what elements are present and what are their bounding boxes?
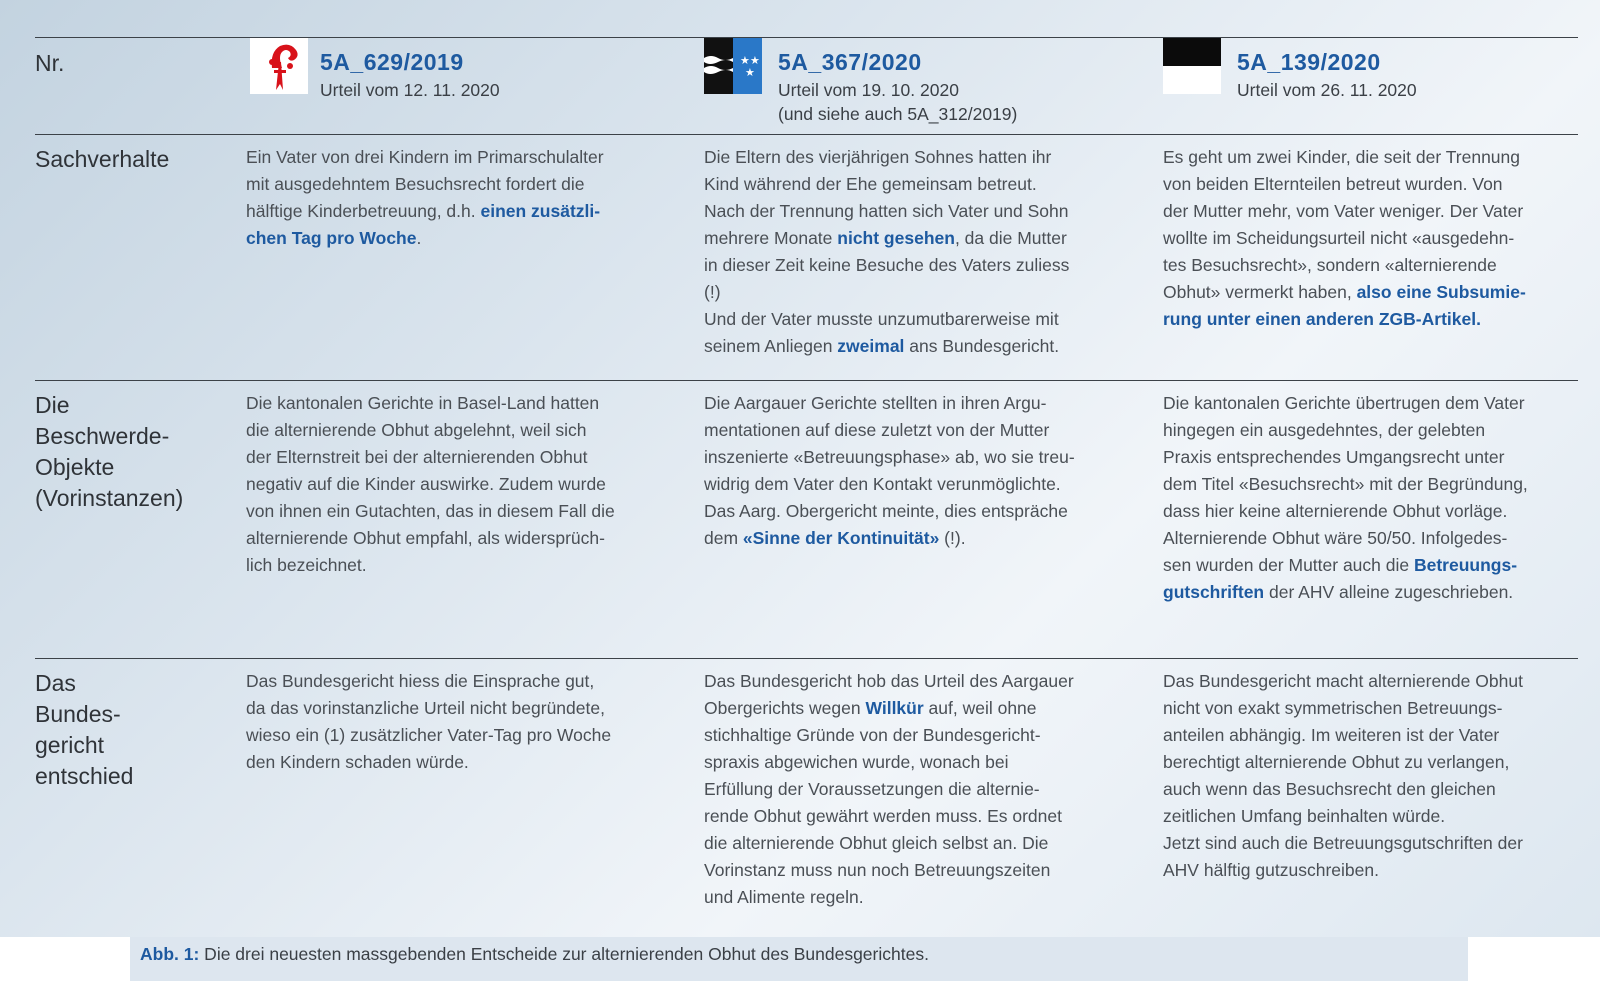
cell-line: dem «Sinne der Kontinuität» (!). <box>704 528 966 548</box>
cell-line: wieso ein (1) zusätzlicher Vater-Tag pro Woche <box>246 725 612 745</box>
cell-line: von ihnen ein Gutachten, das in diesem Fall die <box>246 501 615 521</box>
cell-line <box>1163 306 1573 333</box>
cell-line: negativ auf die Kinder auswirke. Zudem wurde <box>246 474 606 494</box>
cell-line: spraxis abgewichen wurde, wonach bei <box>704 752 1009 772</box>
cell-line: Obergerichts wegen Willkür auf, weil ohne <box>704 698 1037 718</box>
cell-line: Die Eltern des vierjährigen Sohnes hatten ihr <box>704 147 1052 167</box>
cell-line: von beiden Elternteilen betreut wurden. Von <box>1163 174 1503 194</box>
aargau-flag-icon <box>704 38 762 94</box>
highlighted-text: chen Tag pro Woche <box>246 228 417 248</box>
figure-caption <box>130 937 1468 981</box>
row-label-line: Das <box>35 670 76 696</box>
row-divider <box>35 658 1578 659</box>
cell-line: Kind während der Ehe gemeinsam betreut. <box>704 174 1037 194</box>
cell-line: widrig dem Vater den Kontakt verunmöglichte. <box>704 474 1061 494</box>
cell-r2-c2 <box>704 390 1134 552</box>
svg-text:★: ★ <box>740 54 750 67</box>
cell-line: und Alimente regeln. <box>704 887 864 907</box>
row-label-line: Beschwerde- <box>35 423 170 449</box>
highlighted-text: gutschriften <box>1163 582 1265 602</box>
cell-line: (!) <box>704 282 721 302</box>
cell-line: hälftige Kinderbetreuung, d.h. einen zusätzli- <box>246 201 601 221</box>
cell-r3-c1 <box>246 668 666 776</box>
cell-line: mehrere Monate nicht gesehen, da die Mutter <box>704 228 1067 248</box>
cell-line: zeitlichen Umfang beinhalten würde. <box>1163 806 1446 826</box>
cell-line: Das Bundesgericht hiess die Einsprache gut, <box>246 671 595 691</box>
cell-line: Es geht um zwei Kinder, die seit der Trennung <box>1163 147 1521 167</box>
cell-line: mentationen auf diese zuletzt von der Mutter <box>704 420 1050 440</box>
cell-line: AHV hälftig gutzuschreiben. <box>1163 860 1379 880</box>
cell-line: rende Obhut gewährt werden muss. Es ordnet <box>704 806 1062 826</box>
case-date: Urteil vom 19. 10. 2020 <box>778 80 959 100</box>
case-date: Urteil vom 12. 11. 2020 <box>320 80 500 100</box>
highlighted-text: zweimal <box>837 336 905 356</box>
cell-line: Die kantonalen Gerichte übertrugen dem Vater <box>1163 393 1525 413</box>
highlighted-text: Betreuungs- <box>1413 555 1518 575</box>
case-note: (und siehe auch 5A_312/2019) <box>778 104 1018 124</box>
caption-text <box>140 944 929 965</box>
row-label-sachverhalte: Sachverhalte <box>35 146 170 172</box>
cell-line: in dieser Zeit keine Besuche des Vaters zuliess <box>704 255 1070 275</box>
cell-line: Praxis entsprechendes Umgangsrecht unter <box>1163 447 1505 467</box>
cell-line: Vorinstanz muss nun noch Betreuungszeiten <box>704 860 1051 880</box>
highlighted-text: «Sinne der Kontinuität» <box>742 528 940 548</box>
cell-line: Nach der Trennung hatten sich Vater und Sohn <box>704 201 1069 221</box>
cell-line: alternierende Obhut empfahl, als widersprüch- <box>246 528 605 548</box>
svg-text:★: ★ <box>745 66 755 79</box>
cell-line: Das Bundesgericht hob das Urteil des Aargauer <box>704 671 1074 691</box>
black-white-flag-icon <box>1163 38 1221 94</box>
cell-line: inszenierte «Betreuungsphase» ab, wo sie treu- <box>704 447 1075 467</box>
cell-line: Erfüllung der Voraussetzungen die alternie- <box>704 779 1040 799</box>
row-label-line: Die <box>35 392 70 418</box>
cell-line: nicht von exakt symmetrischen Betreuungs- <box>1163 698 1503 718</box>
svg-text:★: ★ <box>750 54 760 67</box>
cell-r1-c1 <box>246 144 666 252</box>
row-divider <box>35 134 1578 135</box>
cell-line: Alternierende Obhut wäre 50/50. Infolgedes- <box>1163 528 1508 548</box>
cell-line: Und der Vater musste unzumutbarerweise mit <box>704 309 1059 329</box>
cell-line: Die Aargauer Gerichte stellten in ihren Argu- <box>704 393 1047 413</box>
row-label-line: gericht <box>35 732 105 758</box>
cell-line: tes Besuchsrecht», sondern «alternierende <box>1163 255 1497 275</box>
cell-line: der Mutter mehr, vom Vater weniger. Der Vater <box>1163 201 1524 221</box>
cell-r1-c3 <box>1163 144 1573 333</box>
cell-line: seinem Anliegen zweimal ans Bundesgericht. <box>704 336 1060 356</box>
cell-line: da das vorinstanzliche Urteil nicht begründete, <box>246 698 605 718</box>
nr-label: Nr. <box>35 50 65 76</box>
caption-label: Abb. 1: <box>140 944 200 964</box>
cell-line: auch wenn das Besuchsrecht den gleichen <box>1163 779 1496 799</box>
cell-line: lich bezeichnet. <box>246 555 367 575</box>
cell-r1-c2 <box>704 144 1134 360</box>
caption-body: Die drei neuesten massgebenden Entscheide zur alternierenden Obhut des Bundesgerichtes. <box>199 944 929 964</box>
cell-line: Das Bundesgericht macht alternierende Obhut <box>1163 671 1523 691</box>
highlighted-text: also eine Subsumie- <box>1356 282 1526 302</box>
cell-line: chen Tag pro Woche. <box>246 228 422 248</box>
row-label-line: Objekte <box>35 454 115 480</box>
cell-line: dass hier keine alternierende Obhut vorläge. <box>1163 501 1508 521</box>
cell-line: stichhaltige Gründe von der Bundesgericht- <box>704 725 1041 745</box>
cell-line: hingegen ein ausgedehntes, der gelebten <box>1163 420 1486 440</box>
case-number: 5A_629/2019 <box>320 49 464 75</box>
cell-line: berechtigt alternierende Obhut zu verlangen, <box>1163 752 1510 772</box>
cell-line: sen wurden der Mutter auch die Betreuungs- <box>1163 555 1518 575</box>
cell-r2-c1 <box>246 390 666 579</box>
highlighted-text: einen zusätzli- <box>480 201 601 221</box>
highlighted-text: rung unter einen anderen ZGB-Artikel. <box>1163 309 1481 329</box>
cell-line: gutschriften der AHV alleine zugeschrieben. <box>1163 582 1514 602</box>
row-label-bundesgericht <box>35 668 133 792</box>
cell-r2-c3 <box>1163 390 1573 606</box>
case-date: Urteil vom 26. 11. 2020 <box>1237 80 1417 100</box>
cell-line: Das Aarg. Obergericht meinte, dies entspräche <box>704 501 1068 521</box>
basel-land-flag-icon <box>250 38 308 94</box>
row-label-line: entschied <box>35 763 134 789</box>
cell-line: wollte im Scheidungsurteil nicht «ausgedehn- <box>1163 228 1515 248</box>
case-number: 5A_367/2020 <box>778 49 922 75</box>
cell-r3-c2 <box>704 668 1134 911</box>
cell-line: Jetzt sind auch die Betreuungsgutschriften der <box>1163 833 1523 853</box>
cell-line: den Kindern schaden würde. <box>246 752 469 772</box>
cell-line: dem Titel «Besuchsrecht» mit der Begründung, <box>1163 474 1528 494</box>
case-number: 5A_139/2020 <box>1237 49 1381 75</box>
cell-r3-c3 <box>1163 668 1573 884</box>
row-label-line: Bundes- <box>35 701 121 727</box>
cell-line: der Elternstreit bei der alternierenden Obhut <box>246 447 588 467</box>
row-label-line: (Vorinstanzen) <box>35 485 184 511</box>
row-label-beschwerde-objekte <box>35 390 183 514</box>
cell-line: die alternierende Obhut gleich selbst an. Die <box>704 833 1049 853</box>
highlighted-text: nicht gesehen <box>837 228 955 248</box>
row-divider <box>35 380 1578 381</box>
cell-line: die alternierende Obhut abgelehnt, weil sich <box>246 420 587 440</box>
cell-line: Obhut» vermerkt haben, also eine Subsumie- <box>1163 282 1526 302</box>
cell-line: anteilen abhängig. Im weiteren ist der Vater <box>1163 725 1500 745</box>
cell-line: mit ausgedehntem Besuchsrecht fordert die <box>246 174 585 194</box>
cell-line: Die kantonalen Gerichte in Basel-Land hatten <box>246 393 600 413</box>
cell-line: Ein Vater von drei Kindern im Primarschulalter <box>246 147 604 167</box>
highlighted-text: Willkür <box>865 698 924 718</box>
